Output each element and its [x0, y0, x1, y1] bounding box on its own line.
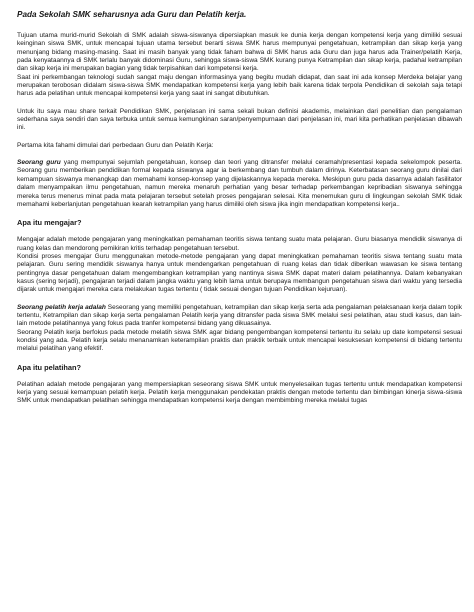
paragraph-perbedaan: Pertama kita fahami dimulai dari perbedaan Guru dan Pelatih Kerja:: [17, 141, 214, 149]
paragraph-intro-teknologi: Saat ini perkembangan teknologi sudah sangat maju dengan informasinya yang begitu mudah didapat, dan saat ini ada konsep Merdeka belajar yang merupakan terobosan didalam siswa-siswa SMK mendapatkan kompetensi kerja yang lebih baik karena tidak terpola Pendidikan di sekolah saja tetapi harus ada pelatihan untuk mencapai kompetensi kerja yang saat ini sangat dibutuhkan.: [17, 73, 462, 98]
paragraph-seorang-guru: [17, 159, 462, 209]
paragraph-pelatih-fokus: Seorang Pelatih kerja berfokus pada metode melatih siswa SMK agar bidang pengembangan kompetensi tertentu itu selalu up date kompetensi sesuai kondisi yang ada. Pelatih kerja selalu menanamkan keterampilan praktis dan praktik terbaik untuk mencapai kesuksesan kompetensi di bidang tertentu melalui pelatihan yang efektif.: [17, 328, 462, 353]
heading-apa-itu-mengajar: Apa itu mengajar?: [17, 218, 82, 228]
heading-apa-itu-pelatihan: Apa itu pelatihan?: [17, 362, 82, 372]
paragraph-intro-tujuan: Tujuan utama murid-murid Sekolah di SMK adalah siswa-siswanya dipersiapkan masuk ke dunia kerja dengan kompetensi kerja yang dimiliki sesuai keinginan siswa SMK, untuk mencapai tujuan utama tersebut berarti siswa SMK harus mempunyai pengetahuan, ketrampilan dan sikap kerja yang menunjang bidang masing-masing. Saat ini masih banyak yang tidak faham bahwa di SMK harus ada Guru dan juga harus ada Trainer/pelatih Kerja, pada kenyataannya di SMK terlalu banyak didominasi Guru, sehingga siswa-siswa SMK kurang punya Ketrampilan dan sikap kerja, padahal ketrampilan dan sikap kerja ini merupakan bagian yang tidak terpisahkan dari kompetensi kerja.: [17, 32, 462, 73]
paragraph-kondisi-mengajar: Kondisi proses mengajar Guru menggunakan metode-metode pengajaran yang dapat meningkatkan pemahaman teoritis siswa tentang suatu mata pelajaran. Guru sering mendidik siswanya hanya untuk mendengarkan pengetahuan di ruang kelas dan tidak diberikan wawasan ke siswa tentang pentingnya dasar pengetahuan dalam mengembangkan ketrampilan yang nantinya siswa SMK dapat materi dalam pelatihannya. Dalam kebanyakan kasus (sering terjadi), pengajaran terjadi dalam jangka waktu yang lebih lama untuk berupaya membangun pengetahuan siswa dari waktu yang tersedia dijarak untuk mengajari mereka cara melakukan tugas tertentu ( tidak sesuai dengan tujuan Pendidikan kejuruan).: [17, 252, 462, 294]
paragraph-pelatih-kerja-text: Seseorang yang memiliki pengetahuan, ketrampilan dan sikap kerja serta ada pengalaman pelaksanaan kerja dalam topik tertentu, Ketrampilan dan sikap kerja serta pengalaman Pelatih kerja yang ditransfer pada siswa SMK melalui sesi pelatihan, atau studi kasus, dan lain-lain metode pelatihannya yang fokus pada tranfer kompetensi bidang yang dikuasainya.: [17, 303, 462, 328]
term-seorang-guru: Seorang guru: [17, 159, 61, 167]
document-title: Pada Sekolah SMK seharusnya ada Guru dan Pelatih kerja.: [17, 10, 247, 19]
paragraph-mengajar-definisi: Mengajar adalah metode pengajaran yang meningkatkan pemahaman teoritis siswa tentang suatu mata pelajaran. Guru biasanya mendidik siswanya di ruang kelas dan mendorong pemikiran kritis terhadap pengetahuan tersebut.: [17, 236, 462, 252]
paragraph-pelatih-kerja: [17, 304, 462, 329]
term-seorang-pelatih-kerja: Seorang pelatih kerja adalah: [17, 303, 106, 311]
paragraph-share: Untuk itu saya mau share terkait Pendidikan SMK, penjelasan ini sama sekali bukan definisi akademis, melainkan dari penelitian dan pengalaman sederhana saya sendiri dan saya terbuka untuk semua kemungkinan saran/penyempurnaan dari penjelasan ini, mari kita perhatikan penjelasan dibawah ini.: [17, 107, 462, 132]
paragraph-seorang-guru-text: yang mempunyai sejumlah pengetahuan, konsep dan teori yang ditransfer melalui ceramah/presentasi kepada sekelompok peserta. Seorang guru memberikan pendidikan formal kepada siswanya agar ia berkembang dan tumbuh dalam dirinya. Keterbatasan seorang guru dinilai dari kemampuan siswanya menangkap dan memahami konsep-konsep yang dijelaskannya kepada mereka. Meskipun guru pada dasarnya adalah fasilitator dalam menyampaikan ilmu pengetahuan, namun mereka menaruh perhatian yang besar terhadap perkembangan kepribadian siswanya sehingga mereka terus menerus minat pada mata pelajaran tersebut setelah proses pengajaran selesai. Kita menemukan guru di lingkungan sekolah SMK tidak memahami keberlanjutan pengetahuan kearah ketrampilan yang harus dimiliki oleh siswa jika ingin mendapatkan kompetensi kerja..: [17, 159, 462, 208]
paragraph-pelatihan-definisi: Pelatihan adalah metode pengajaran yang mempersiapkan seseorang siswa SMK untuk menyelesaikan tugas tertentu untuk mendapatkan kompetensi kerja yang sesuai kemampuan pelatih kerja. Pelatih kerja menggunakan pendekatan praktis dengan metode tertentu dan bimbingan kinerja siswa-siswa SMK untuk mendapatkan pelatihan sehingga mendapatkan kompetensi kerja dengan membimbing mereka melalui tugas: [17, 380, 462, 405]
